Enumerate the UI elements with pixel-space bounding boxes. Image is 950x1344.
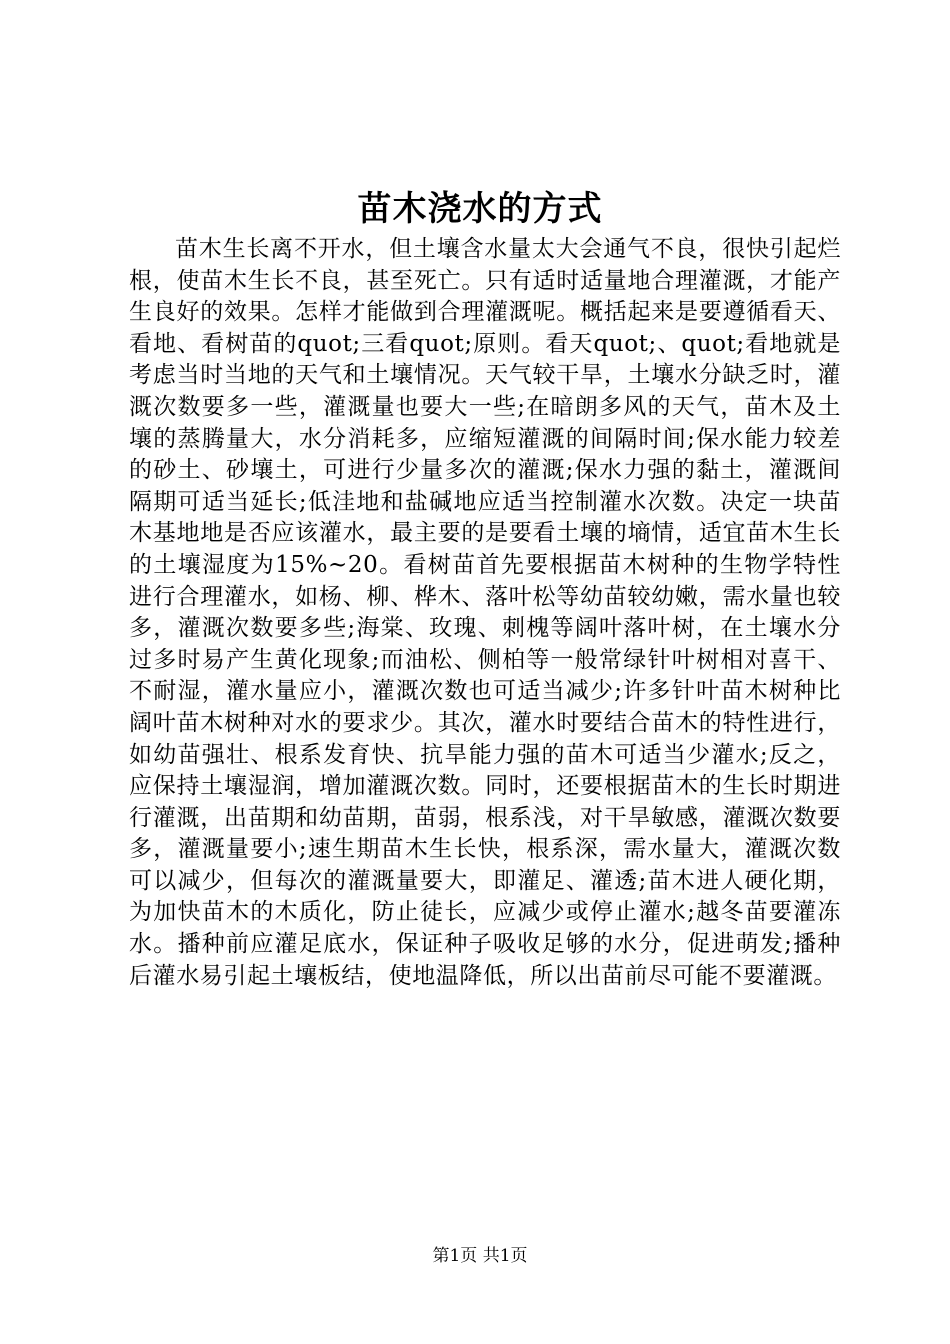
page-number-footer: 第1页 共1页 — [432, 1246, 528, 1266]
document-body-paragraph: 苗木生长离不开水，但土壤含水量太大会通气不良，很快引起烂根，使苗木生长不良，甚至死亡。只有适时适量地合理灌溉，才能产生良好的效果。怎样才能做到合理灌溉呢。概括起来是要遵循看天、看地、看树苗的quot;三看quot;原则。看天quot;、quot;看地就是考虑当时当地的天气和土壤情况。天气较干旱，土壤水分缺乏时，灌溉次数要多一些，灌溉量也要大一些;在暗朗多风的天气，苗木及土壤的蒸腾量大，水分消耗多，应缩短灌溉的间隔时间;保水能力较差的砂土、砂壤土，可进行少量多次的灌溉;保水力强的黏土，灌溉间隔期可适当延长;低洼地和盐碱地应适当控制灌水次数。决定一块苗木基地地是否应该灌水，最主要的是要看土壤的墒情，适宜苗木生长的土壤湿度为15%~20。看树苗首先要根据苗木树种的生物学特性进行合理灌水，如杨、柳、桦木、落叶松等幼苗较幼嫩，需水量也较多，灌溉次数要多些;海棠、玫瑰、刺槐等阔叶落叶树，在土壤水分过多时易产生黄化现象;而油松、侧柏等一般常绿针叶树相对喜干、不耐湿，灌水量应小，灌溉次数也可适当减少;许多针叶苗木树种比阔叶苗木树种对水的要求少。其次，灌水时要结合苗木的特性进行，如幼苗强壮、根系发育快、抗旱能力强的苗木可适当少灌水;反之，应保持土壤湿润，增加灌溉次数。同时，还要根据苗木的生长时期进行灌溉，出苗期和幼苗期，苗弱，根系浅，对干旱敏感，灌溉次数要多，灌溉量要小;速生期苗木生长快，根系深，需水量大，灌溉次数可以减少，但每次的灌溉量要大，即灌足、灌透;苗木进人硬化期，为加快苗木的木质化，防止徒长，应减少或停止灌水;越冬苗要灌冻水。播种前应灌足底水，保证种子吸收足够的水分，促进萌发;播种后灌水易引起土壤板结，使地温降低，所以出苗前尽可能不要灌溉。 — [129, 236, 841, 989]
document-title: 苗木浇水的方式 — [357, 189, 603, 229]
